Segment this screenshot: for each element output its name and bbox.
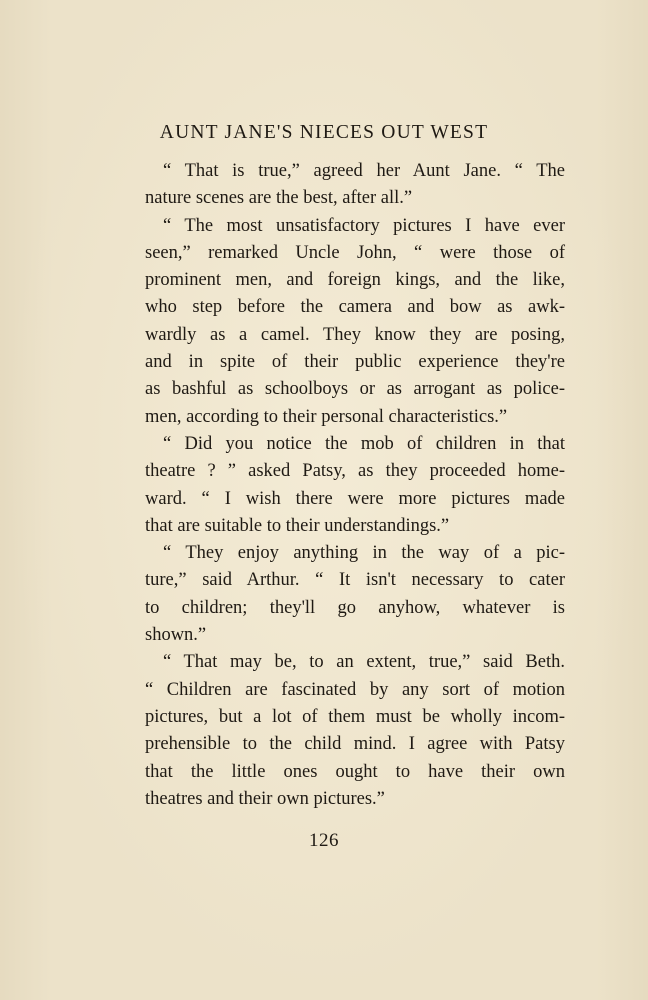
text-line: prehensible to the child mind. I agree with Patsy <box>145 734 565 755</box>
text-line: seen,” remarked Uncle John, “ were those of <box>145 242 565 263</box>
body-text <box>145 158 565 813</box>
page-number: 126 <box>309 830 339 851</box>
running-head: AUNT JANE'S NIECES OUT WEST <box>159 122 489 143</box>
text-line: “ They enjoy anything in the way of a pic- <box>163 543 565 564</box>
text-line: ward. “ I wish there were more pictures made <box>145 488 565 509</box>
text-line: to children; they'll go anyhow, whatever is <box>145 597 565 618</box>
text-line: that are suitable to their understandings.” <box>145 515 450 536</box>
text-line: shown.” <box>145 625 207 646</box>
text-line: as bashful as schoolboys or as arrogant as police- <box>145 379 565 400</box>
text-line: prominent men, and foreign kings, and the like, <box>145 270 565 291</box>
text-line: “ That is true,” agreed her Aunt Jane. “ The <box>163 161 565 181</box>
text-line: pictures, but a lot of them must be wholly incom- <box>145 706 565 727</box>
text-line: “ Children are fascinated by any sort of motion <box>145 679 565 700</box>
text-line: wardly as a camel. They know they are posing, <box>145 324 565 345</box>
text-line: “ Did you notice the mob of children in that <box>163 433 565 454</box>
text-line: that the little ones ought to have their own <box>145 761 565 782</box>
text-line: “ That may be, to an extent, true,” said Beth. <box>163 652 565 673</box>
text-line: “ The most unsatisfactory pictures I have ever <box>163 215 565 236</box>
text-line: who step before the camera and bow as awk- <box>145 297 565 318</box>
text-line: theatres and their own pictures.” <box>145 788 385 809</box>
text-line: nature scenes are the best, after all.” <box>145 188 413 209</box>
text-line: ture,” said Arthur. “ It isn't necessary to cater <box>145 570 565 591</box>
text-line: theatre ? ” asked Patsy, as they proceeded home- <box>145 461 565 482</box>
text-line: and in spite of their public experience they're <box>145 352 565 373</box>
text-line: men, according to their personal characteristics.” <box>145 406 508 427</box>
